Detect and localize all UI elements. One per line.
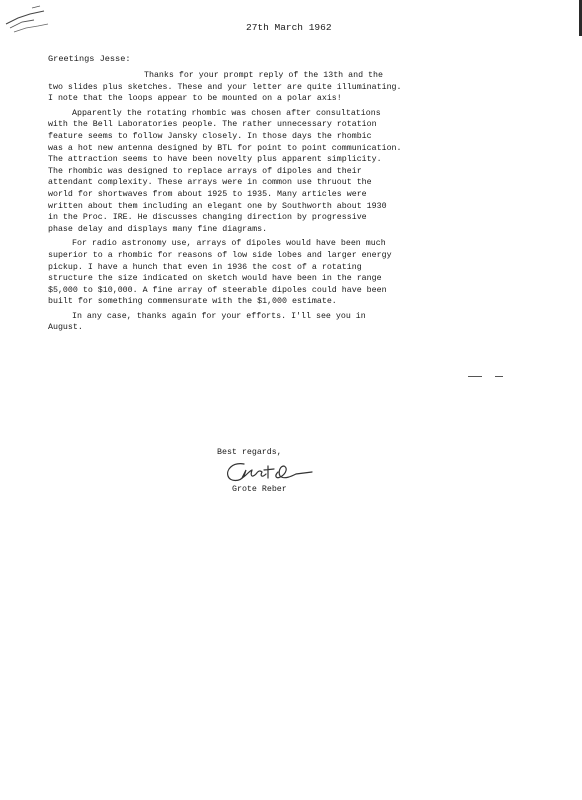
text-line: Thanks for your prompt reply of the 13th and the bbox=[144, 71, 383, 80]
signer-name: Grote Reber bbox=[232, 485, 287, 494]
paragraph-1 bbox=[48, 70, 468, 105]
text-line: Apparently the rotating rhombic was chosen after consultations bbox=[72, 108, 381, 118]
handwritten-signature-icon bbox=[222, 456, 332, 488]
paragraph-3 bbox=[48, 238, 468, 308]
text-line: August. bbox=[48, 323, 83, 333]
text-line: written about them including an elegant one by Southworth about 1930 bbox=[48, 201, 387, 211]
text-line: The rhombic was designed to replace arrays of dipoles and their bbox=[48, 166, 362, 176]
stray-mark bbox=[468, 376, 482, 377]
text-line: $5,000 to $10,000. A fine array of steerable dipoles could have been bbox=[48, 285, 387, 295]
text-line: pickup. I have a hunch that even in 1936 the cost of a rotating bbox=[48, 262, 362, 272]
text-line: world for shortwaves from about 1925 to 1935. Many articles were bbox=[48, 189, 367, 199]
text-line: was a hot new antenna designed by BTL for point to point communication. bbox=[48, 143, 402, 153]
text-line: attendant complexity. These arrays were in common use thruout the bbox=[48, 178, 372, 188]
text-line: feature seems to follow Jansky closely. In those days the rhombic bbox=[48, 131, 372, 141]
paragraph-2 bbox=[48, 108, 468, 236]
text-line: For radio astronomy use, arrays of dipoles would have been much bbox=[72, 239, 386, 249]
paragraph-4 bbox=[48, 311, 468, 334]
text-line: I note that the loops appear to be mounted on a polar axis! bbox=[48, 94, 342, 104]
letter-closing: Best regards, bbox=[217, 448, 282, 457]
text-line: built for something commensurate with the $1,000 estimate. bbox=[48, 297, 337, 307]
text-line: in the Proc. IRE. He discusses changing direction by progressive bbox=[48, 213, 367, 223]
letter-date: 27th March 1962 bbox=[246, 22, 332, 33]
text-line: superior to a rhombic for reasons of low side lobes and larger energy bbox=[48, 250, 392, 260]
letter-body bbox=[48, 70, 468, 334]
text-line: two slides plus sketches. These and your letter are quite illuminating. bbox=[48, 82, 402, 92]
corner-pencil-mark-icon bbox=[4, 2, 54, 36]
stray-mark bbox=[495, 376, 503, 377]
text-line: In any case, thanks again for your efforts. I'll see you in bbox=[72, 311, 366, 321]
text-line: phase delay and displays many fine diagrams. bbox=[48, 224, 268, 234]
text-line: The attraction seems to have been novelty plus apparent simplicity. bbox=[48, 155, 382, 165]
text-line: with the Bell Laboratories people. The rather unnecessary rotation bbox=[48, 120, 377, 130]
letter-greeting: Greetings Jesse: bbox=[48, 54, 131, 64]
text-line: structure the size indicated on sketch would have been in the range bbox=[48, 274, 382, 284]
